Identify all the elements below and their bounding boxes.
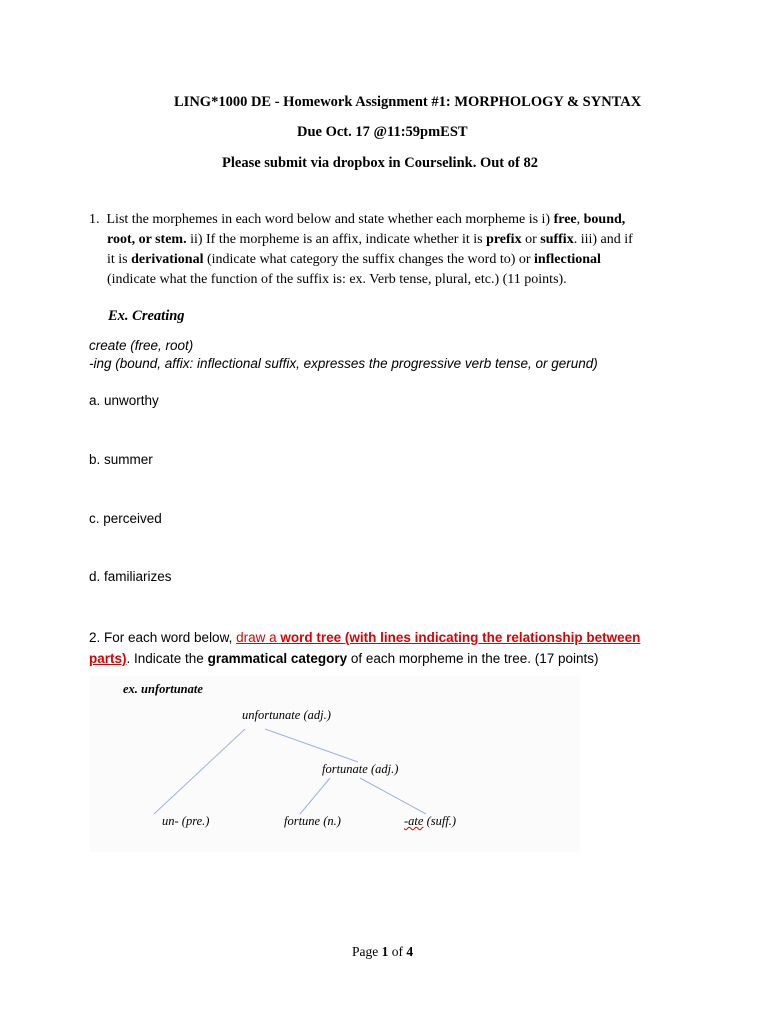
tree-leaf-un: un- (pre.) (162, 814, 210, 828)
tree-leaf-fortune: fortune (n.) (284, 814, 341, 828)
q2-line-2: parts). Indicate the grammatical category of each morpheme in the tree. (17 points) (89, 651, 599, 666)
q1-line-1: 1. List the morphemes in each word below and state whether each morpheme is i) free, bound, (89, 212, 626, 227)
assignment-title: LING*1000 DE - Homework Assignment #1: MORPHOLOGY & SYNTAX (174, 94, 642, 110)
example-line-2: -ing (bound, affix: inflectional suffix, expresses the progressive verb tense, or gerund) (89, 356, 598, 371)
tree-label: ex. unfortunate (123, 682, 203, 696)
tree-leaf-ate: -ate (suff.) (404, 814, 457, 828)
q1-line-4: (indicate what the function of the suffix is: ex. Verb tense, plural, etc.) (11 points). (107, 272, 567, 287)
item-d: d. familiarizes (89, 569, 172, 584)
example-title: Ex. Creating (108, 308, 185, 324)
tree-branch-root-fortunate (265, 729, 358, 762)
page-number: Page 1 of 4 (352, 944, 414, 959)
submission-note: Please submit via dropbox in Courselink. Out of 82 (222, 155, 538, 171)
example-line-1: create (free, root) (89, 338, 194, 353)
q1-number: 1. (89, 212, 100, 227)
tree-root-node: unfortunate (adj.) (242, 708, 331, 722)
word-tree-figure (90, 676, 580, 852)
q1-line-2: root, or stem. ii) If the morpheme is an affix, indicate whether it is prefix or suffix. iii) and if (107, 232, 633, 247)
q2-line-1: 2. For each word below, draw a word tree (with lines indicating the relationship between (89, 630, 641, 645)
q1-line-3: it is derivational (indicate what category the suffix changes the word to) or inflectional (107, 252, 601, 267)
item-a: a. unworthy (89, 393, 159, 408)
tree-branch-fortunate-ate (360, 778, 426, 814)
item-b: b. summer (89, 452, 153, 467)
tree-branch-fortunate-fortune (300, 778, 330, 814)
due-date: Due Oct. 17 @11:59pmEST (297, 124, 468, 140)
tree-mid-node: fortunate (adj.) (322, 762, 399, 776)
tree-branch-root-un (154, 729, 245, 814)
item-c: c. perceived (89, 511, 162, 526)
